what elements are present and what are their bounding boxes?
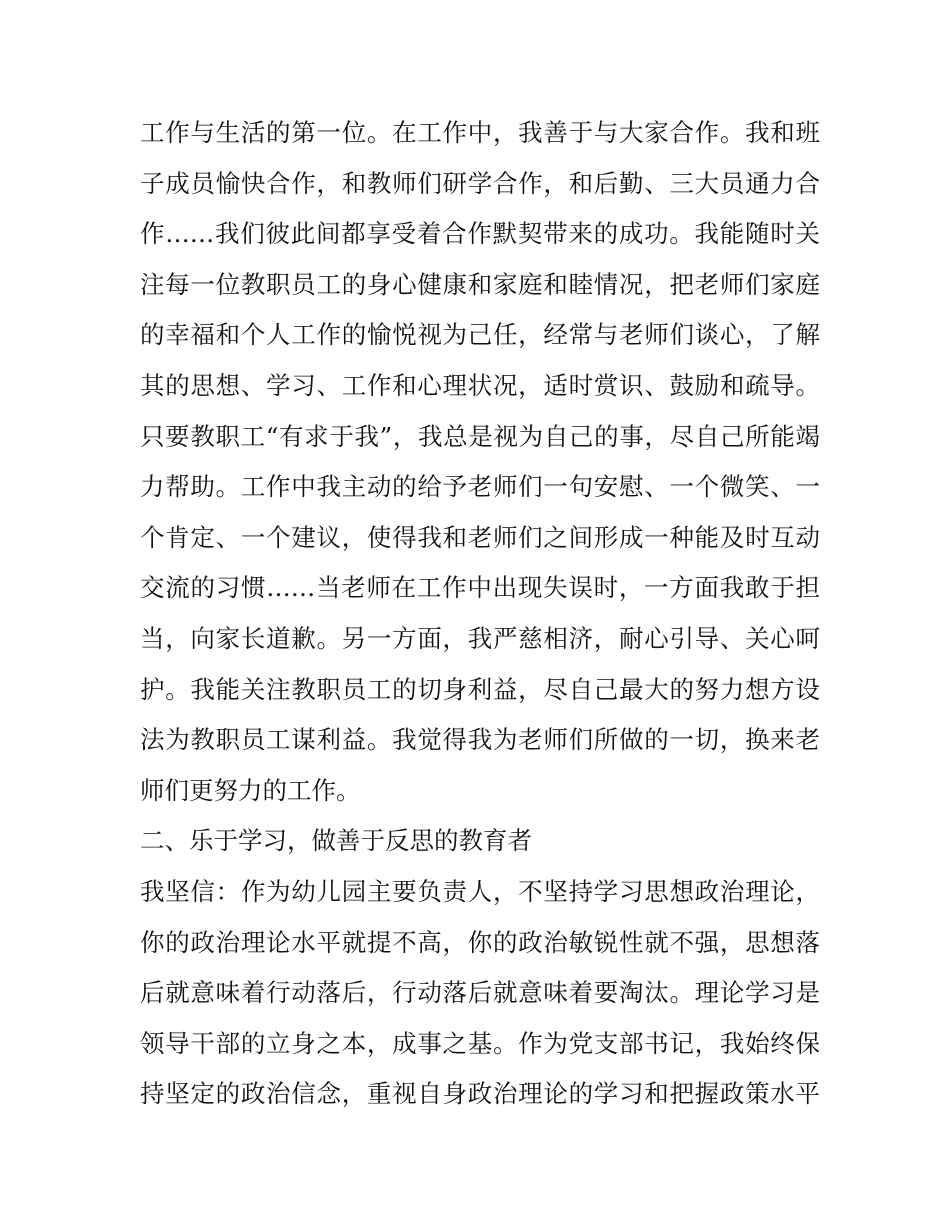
text-line: 当，向家长道歉。另一方面，我严慈相济，耐心引导、关心呵 [140, 623, 820, 653]
text-line: 后就意味着行动落后，行动落后就意味着要淘汰。理论学习是 [140, 978, 820, 1008]
paragraph-end-line: 师们更努力的工作。 [140, 775, 361, 805]
text-line: 持坚定的政治信念，重视自身政治理论的学习和把握政策水平 [140, 1079, 820, 1109]
text-line: 其的思想、学习、工作和心理状况，适时赏识、鼓励和疏导。 [140, 370, 820, 400]
text-line: 护。我能关注教职员工的切身利益，尽自己最大的努力想方设 [140, 674, 820, 704]
text-line: 工作与生活的第一位。在工作中，我善于与大家合作。我和班 [140, 118, 820, 147]
text-line: 交流的习惯……当老师在工作中出现失误时，一方面我敢于担 [140, 573, 820, 603]
text-line: 的幸福和个人工作的愉悦视为己任，经常与老师们谈心，了解 [140, 320, 820, 350]
text-line: 只要教职工“有求于我”，我总是视为自己的事，尽自己所能竭 [140, 421, 820, 451]
text-line: 我坚信：作为幼儿园主要负责人，不坚持学习思想政治理论， [140, 876, 820, 906]
text-line: 你的政治理论水平就提不高，你的政治敏锐性就不强，思想落 [140, 927, 820, 957]
section-heading: 二、乐于学习，做善于反思的教育者 [140, 826, 532, 856]
text-line: 作……我们彼此间都享受着合作默契带来的成功。我能随时关 [140, 219, 820, 249]
text-line: 个肯定、一个建议，使得我和老师们之间形成一种能及时互动 [140, 522, 820, 552]
text-line: 法为教职员工谋利益。我觉得我为老师们所做的一切，换来老 [140, 725, 820, 755]
text-line: 子成员愉快合作，和教师们研学合作，和后勤、三大员通力合 [140, 168, 820, 198]
text-line: 注每一位教职员工的身心健康和家庭和睦情况，把老师们家庭 [140, 269, 820, 299]
text-line: 领导干部的立身之本，成事之基。作为党支部书记，我始终保 [140, 1028, 820, 1058]
text-line: 力帮助。工作中我主动的给予老师们一句安慰、一个微笑、一 [140, 472, 820, 502]
document-body [140, 108, 820, 1120]
